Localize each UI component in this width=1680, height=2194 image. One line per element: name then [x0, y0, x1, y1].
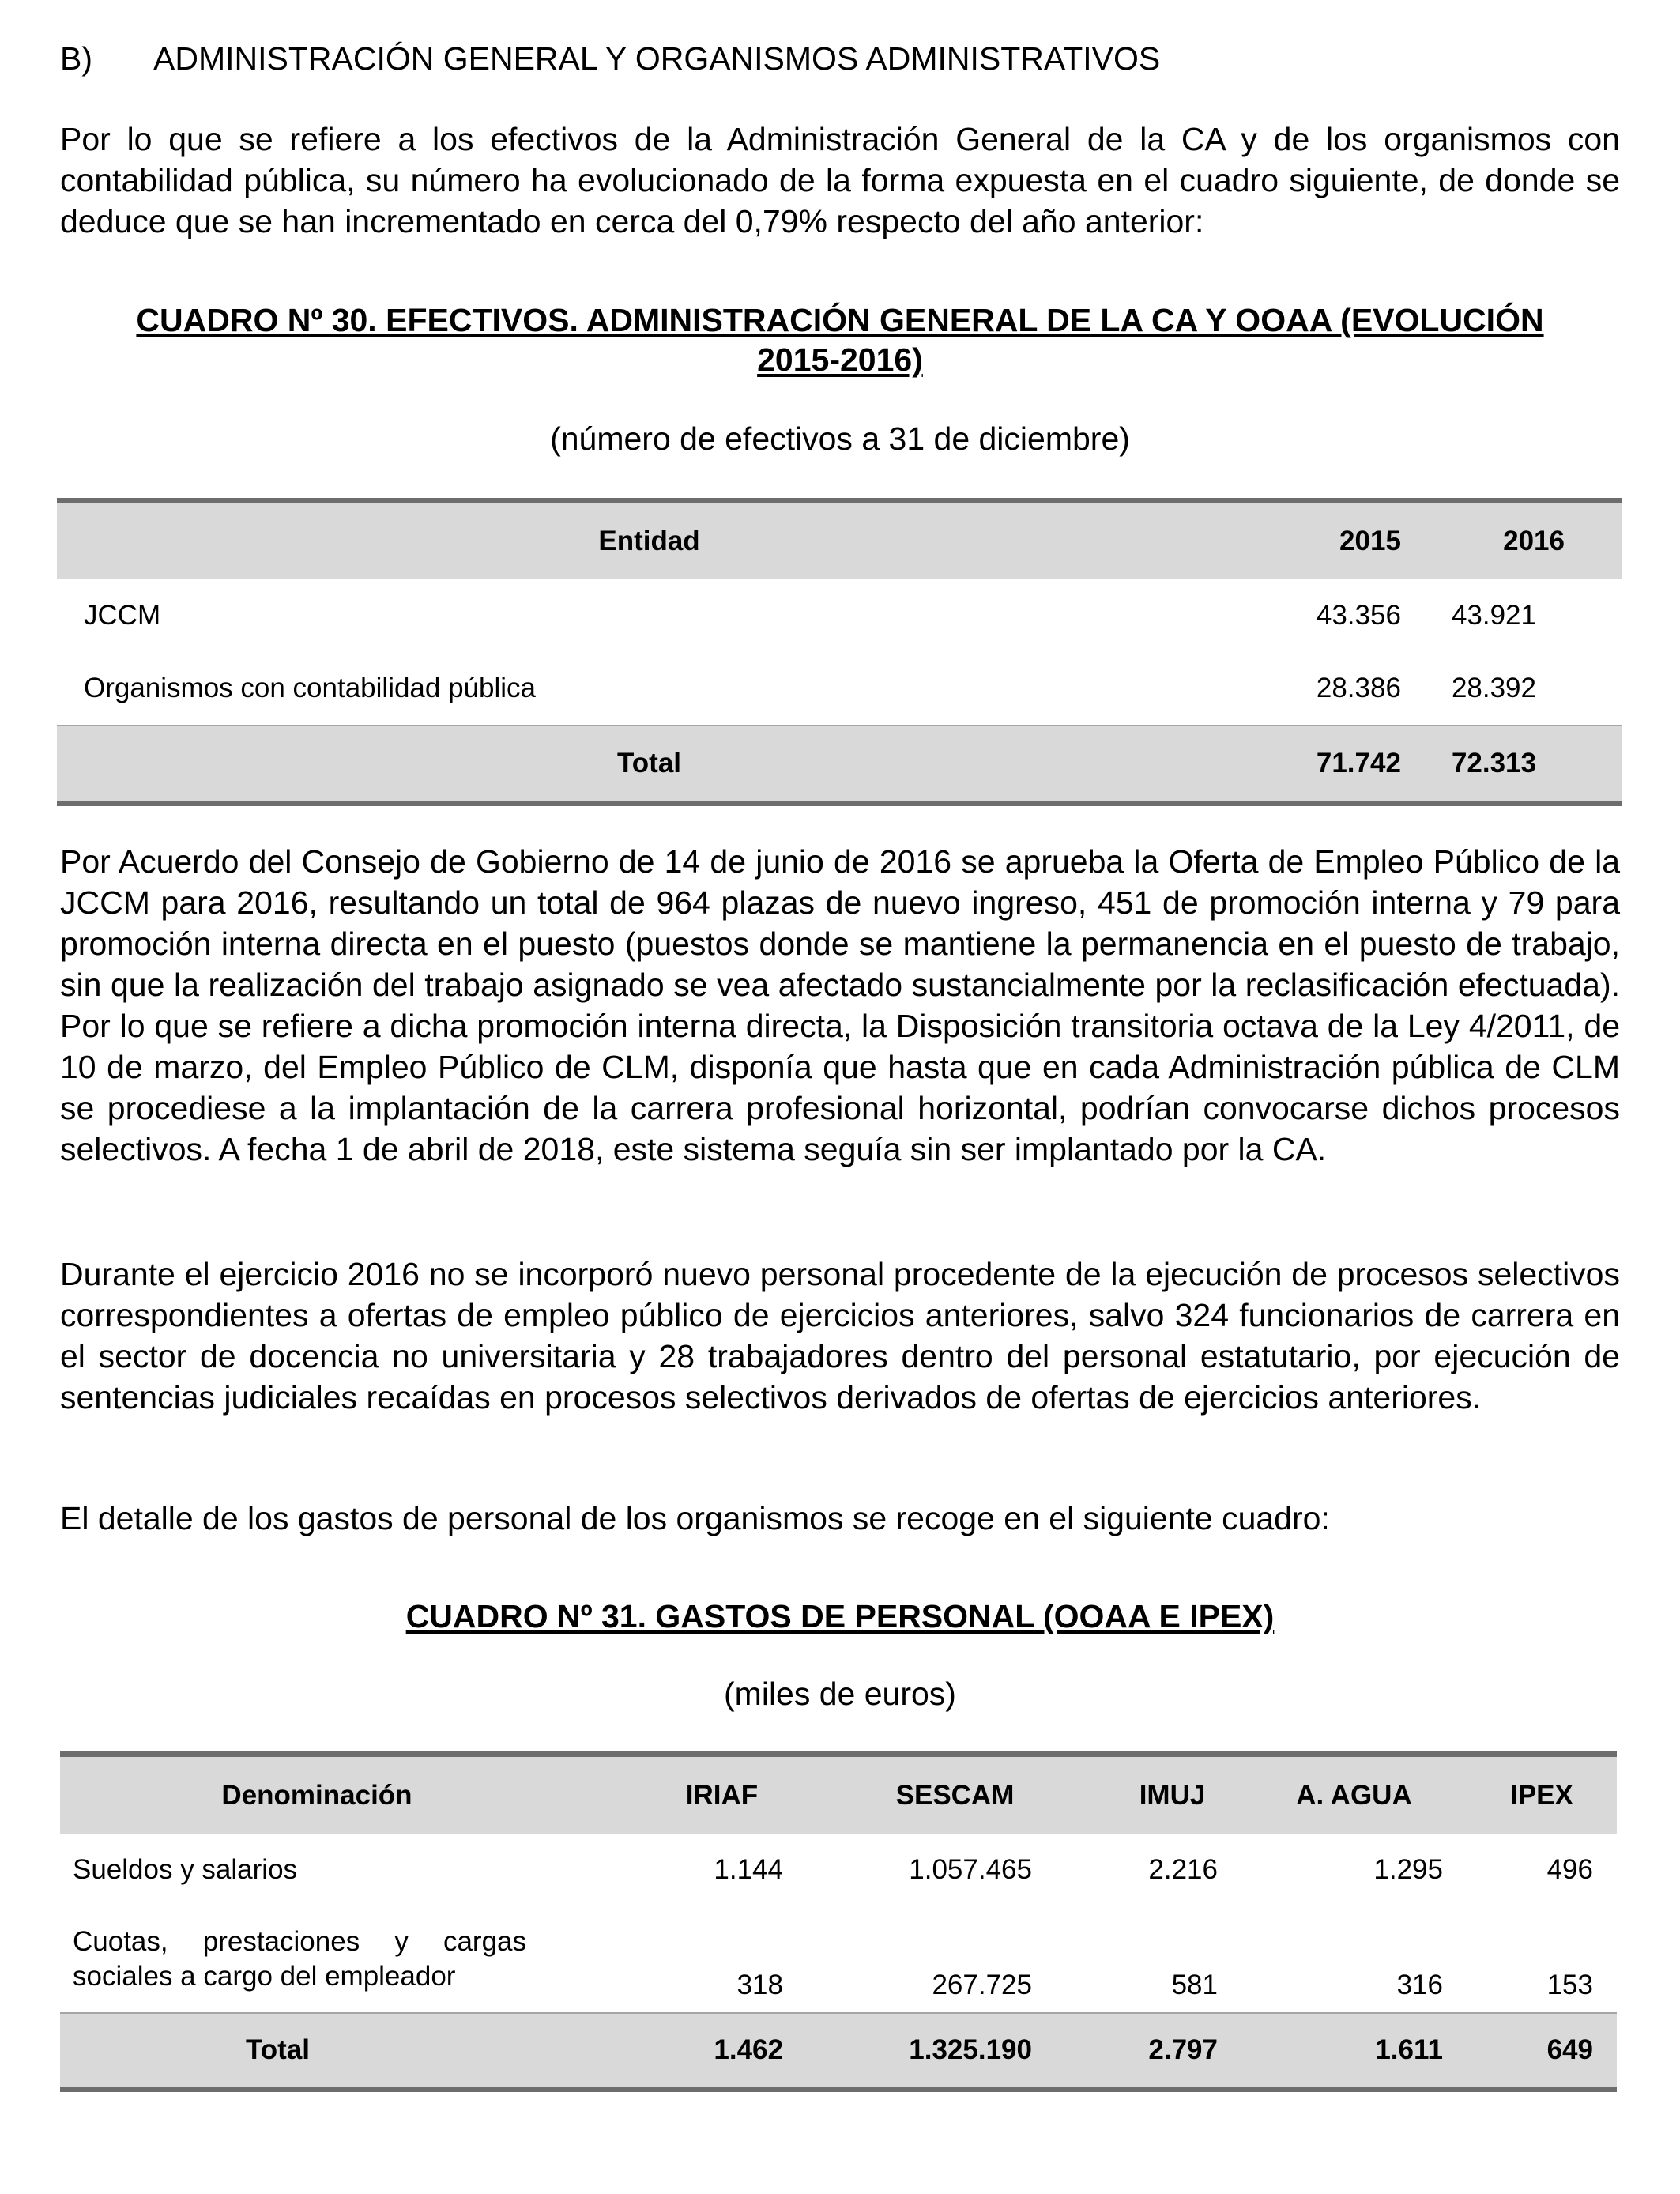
table30-caption [60, 300, 1620, 379]
header-denominacion: Denominación [60, 1755, 574, 1834]
header-entidad: Entidad [57, 501, 1241, 580]
section-letter: B) [60, 40, 92, 77]
row-value-imuj: 2.216 [1148, 1854, 1218, 1885]
row-label: JCCM [84, 600, 161, 631]
table-row [60, 1834, 1617, 1906]
table-total-row [60, 2013, 1617, 2090]
paragraph-detalle-gastos: El detalle de los gastos de personal de los organismos se recoge en el siguiente cuadro: [60, 1500, 1330, 1536]
header-sescam: SESCAM [807, 1755, 1056, 1834]
row-value-iriaf: 1.144 [714, 1854, 783, 1885]
header-imuj: IMUJ [1056, 1755, 1241, 1834]
header-2016: 2016 [1444, 501, 1622, 580]
total-2015: 71.742 [1241, 726, 1444, 804]
header-ipex: IPEX [1467, 1755, 1617, 1834]
paragraph-ejercicio-2016: Durante el ejercicio 2016 no se incorporó nuevo personal procedente de la ejecución de procesos selectivos correspondientes a ofertas de empleo público de ejercicios anteriores, salvo 324 funcionarios de carrera en el sector de docencia no universitaria y 28 trabajadores dentro del personal estatutario, por ejecución de sentencias judiciales recaídas en procesos selectivos derivados de ofertas de ejercicios anteriores. [60, 1256, 1620, 1416]
table31-caption: CUADRO Nº 31. GASTOS DE PERSONAL (OOAA E IPEX) [405, 1598, 1275, 1634]
row-value-sescam: 267.725 [932, 1970, 1032, 2000]
row-value-2015: 43.356 [1316, 600, 1401, 631]
total-imuj: 2.797 [1056, 2013, 1241, 2090]
table31-units: (miles de euros) [724, 1676, 956, 1712]
row-value-sescam: 1.057.465 [909, 1854, 1032, 1885]
table-row [60, 1906, 1617, 2013]
table30-caption-line2: 2015-2016) [757, 341, 923, 378]
total-a-agua: 1.611 [1241, 2013, 1467, 2090]
table-row [57, 652, 1622, 726]
row-value-2016: 28.392 [1451, 673, 1536, 703]
table-efectivos [57, 498, 1622, 806]
table-total-row [57, 726, 1622, 804]
total-label: Total [57, 726, 1241, 804]
total-iriaf: 1.462 [574, 2013, 807, 2090]
row-value-ipex: 496 [1546, 1854, 1593, 1885]
header-a-agua: A. AGUA [1241, 1755, 1467, 1834]
intro-paragraph: Por lo que se refiere a los efectivos de la Administración General de la CA y de los organismos con contabilidad pública, su número ha evolucionado de la forma expuesta en el cuadro siguiente, de donde se deduce que se han incrementado en cerca del 0,79% respecto del año anterior: [60, 121, 1620, 239]
table-header-row [57, 501, 1622, 580]
row-label-line1: Cuotas, prestaciones y cargas [73, 1926, 526, 1957]
table30-caption-line1: CUADRO Nº 30. EFECTIVOS. ADMINISTRACIÓN GENERAL DE LA CA Y OOAA (EVOLUCIÓN [136, 302, 1544, 338]
total-2016: 72.313 [1444, 726, 1622, 804]
total-ipex: 649 [1467, 2013, 1617, 2090]
row-label-line2: sociales a cargo del empleador [73, 1961, 456, 1992]
row-value-a-agua: 1.295 [1373, 1854, 1443, 1885]
row-label: Organismos con contabilidad pública [84, 673, 536, 703]
total-label: Total [60, 2013, 574, 2090]
table-header-row [60, 1755, 1617, 1834]
row-value-imuj: 581 [1171, 1970, 1218, 2000]
section-heading [60, 35, 1160, 82]
table-gastos-personal [60, 1751, 1617, 2092]
row-value-2016: 43.921 [1451, 600, 1536, 631]
table-row [57, 579, 1622, 652]
row-value-ipex: 153 [1546, 1970, 1593, 2000]
header-iriaf: IRIAF [574, 1755, 807, 1834]
table30-units: (número de efectivos a 31 de diciembre) [550, 420, 1130, 457]
section-title: ADMINISTRACIÓN GENERAL Y ORGANISMOS ADMINISTRATIVOS [153, 40, 1161, 77]
paragraph-oferta-empleo: Por Acuerdo del Consejo de Gobierno de 14 de junio de 2016 se aprueba la Oferta de Empleo Público de la JCCM para 2016, resultando un total de 964 plazas de nuevo ingreso, 451 de promoción interna y 79 para promoción interna directa en el puesto (puestos donde se mantiene la permanencia en el puesto de trabajo, sin que la realización del trabajo asignado se vea afectado sustancialmente por la reclasificación efectuada). Por lo que se refiere a dicha promoción interna directa, la Disposición transitoria octava de la Ley 4/2011, de 10 de marzo, del Empleo Público de CLM, disponía que hasta que en cada Administración pública de CLM se procediese a la implantación de la carrera profesional horizontal, podrían convocarse dichos procesos selectivos. A fecha 1 de abril de 2018, este sistema seguía sin ser implantado por la CA. [60, 843, 1620, 1167]
row-value-2015: 28.386 [1316, 673, 1401, 703]
row-value-iriaf: 318 [736, 1970, 783, 2000]
header-2015: 2015 [1241, 501, 1444, 580]
total-sescam: 1.325.190 [807, 2013, 1056, 2090]
row-label: Sueldos y salarios [73, 1854, 298, 1885]
row-label [60, 1906, 574, 2013]
row-value-a-agua: 316 [1396, 1970, 1443, 2000]
